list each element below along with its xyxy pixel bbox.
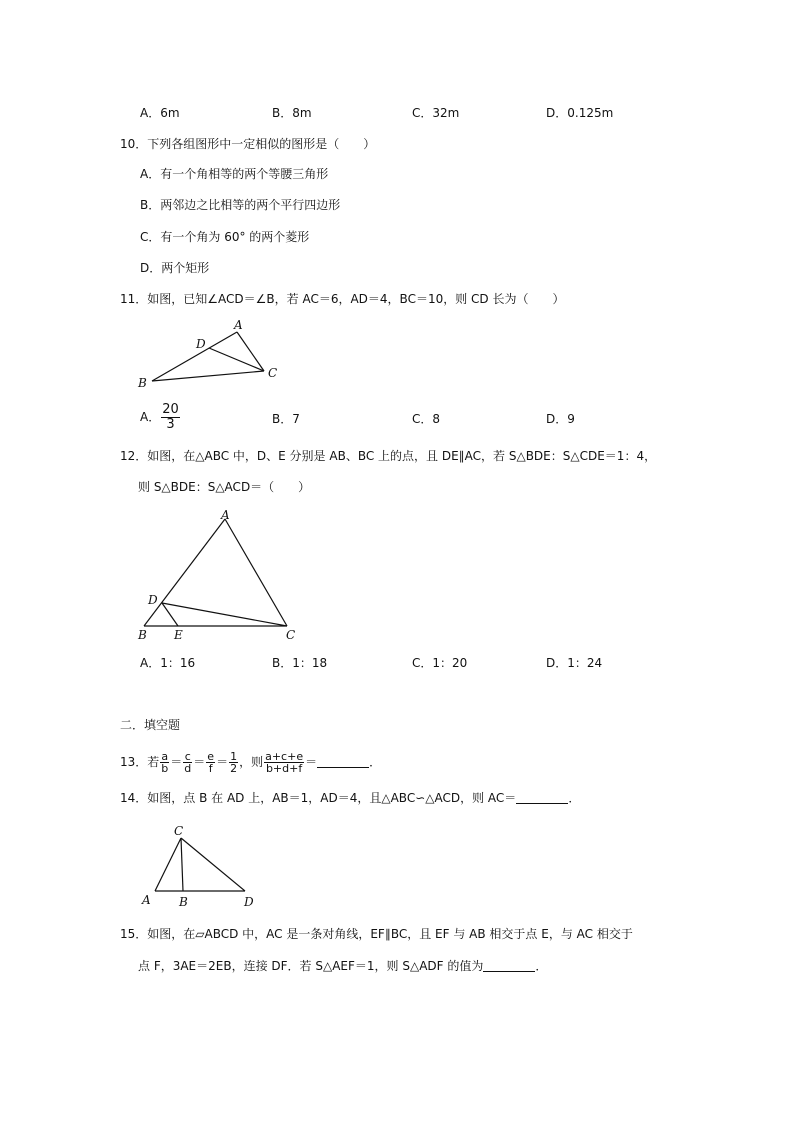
q9-option-c: C．32m	[412, 106, 460, 120]
q11-label-b: B	[138, 376, 147, 390]
q11-option-c: C．8	[412, 412, 441, 426]
q12-label-b: B	[138, 628, 147, 642]
q12-stem-line2: 则 S△BDE：S△ACD＝（ ）	[138, 480, 311, 494]
q14-end: ．	[568, 791, 581, 805]
q14-stem: 14．如图，点 B 在 AD 上，AB＝1，AD＝4，且△ABC∽△ACD，则 AC＝	[120, 791, 517, 805]
q13-f: f	[208, 762, 213, 775]
q13-answer-blank[interactable]	[317, 755, 369, 768]
q14-line	[120, 790, 580, 806]
q11-figure	[130, 315, 290, 395]
q12-option-a: A．1：16	[140, 656, 196, 670]
q12-stem-line1: 12．如图，在△ABC 中，D、E 分别是 AB、BC 上的点，且 DE∥AC，若 S△BDE：S△CDE＝1：4，	[120, 449, 657, 463]
q13-prefix: 13．若	[120, 755, 160, 769]
q11-option-a-prefix: A．	[140, 410, 161, 424]
q11-option-a-numerator: 20	[162, 402, 179, 417]
q13-line: 13．若 $\frac{a}{b}$ ＝ $\frac{c}{d}$ ＝ $\frac{e}{f}$ ＝ $\frac{1}{2}$ ，则 $\frac{a+c+e}{b+d+f}$ ＝ ．	[120, 750, 382, 775]
q13-denominator: b+d+f	[265, 762, 303, 775]
q15-line1: 15．如图，在▱ABCD 中，AC 是一条对角线，EF∥BC，且 EF 与 AB 相交于点 E，与 AC 相交于	[120, 927, 633, 941]
q12-label-a: A	[221, 508, 230, 522]
q13-numerator: a+c+e	[265, 750, 304, 763]
q12-option-b: B．1：18	[272, 656, 328, 670]
q15-line2-wrap	[138, 958, 547, 974]
q10-option-b: B．两邻边之比相等的两个平行四边形	[140, 198, 341, 212]
q15-line2: 点 F，3AE＝2EB，连接 DF．若 S△AEF＝1，则 S△ADF 的值为	[138, 959, 484, 973]
q13-equals: ＝	[305, 755, 318, 769]
q10-option-c: C．有一个角为 60° 的两个菱形	[140, 230, 310, 244]
q13-end: ．	[369, 755, 382, 769]
q11-label-d: D	[196, 337, 206, 351]
q10-option-d: D．两个矩形	[140, 261, 210, 275]
q10-stem: 10．下列各组图形中一定相似的图形是（ ）	[120, 137, 376, 151]
q12-label-c: C	[286, 628, 296, 642]
q13-one: 1	[230, 750, 238, 763]
q12-option-d: D．1：24	[546, 656, 603, 670]
q13-a: a	[161, 750, 169, 763]
q14-label-d: D	[244, 895, 254, 909]
q13-two: 2	[230, 762, 238, 775]
q15-end: ．	[535, 959, 548, 973]
q9-option-d: D．0.125m	[546, 106, 614, 120]
q11-label-c: C	[268, 366, 278, 380]
q13-c: c	[184, 750, 191, 763]
q9-option-a: A．6m	[140, 106, 180, 120]
q10-option-a: A．有一个角相等的两个等腰三角形	[140, 167, 329, 181]
q14-label-b: B	[179, 895, 188, 909]
q12-label-e: E	[174, 628, 183, 642]
q11-label-a: A	[234, 318, 243, 332]
q13-then: ，则	[239, 755, 264, 769]
q13-b: b	[161, 762, 169, 775]
q11-option-d: D．9	[546, 412, 575, 426]
q14-label-c: C	[174, 824, 184, 838]
q11-option-a-denominator: 3	[166, 417, 175, 432]
section-2-title: 二．填空题	[120, 718, 181, 732]
q13-e: e	[207, 750, 215, 763]
q11-stem: 11．如图，已知∠ACD＝∠B，若 AC＝6，AD＝4，BC＝10，则 CD 长为（ ）	[120, 292, 565, 306]
q12-figure	[130, 502, 310, 644]
q11-option-b: B．7	[272, 412, 300, 426]
q13-d: d	[184, 762, 192, 775]
q9-option-b: B．8m	[272, 106, 312, 120]
q14-answer-blank[interactable]	[516, 791, 568, 804]
q14-figure	[138, 820, 268, 910]
q15-answer-blank[interactable]	[483, 959, 535, 972]
q12-label-d: D	[148, 593, 158, 607]
q11-option-a	[140, 402, 181, 434]
q12-option-c: C．1：20	[412, 656, 468, 670]
q14-label-a: A	[142, 893, 151, 907]
